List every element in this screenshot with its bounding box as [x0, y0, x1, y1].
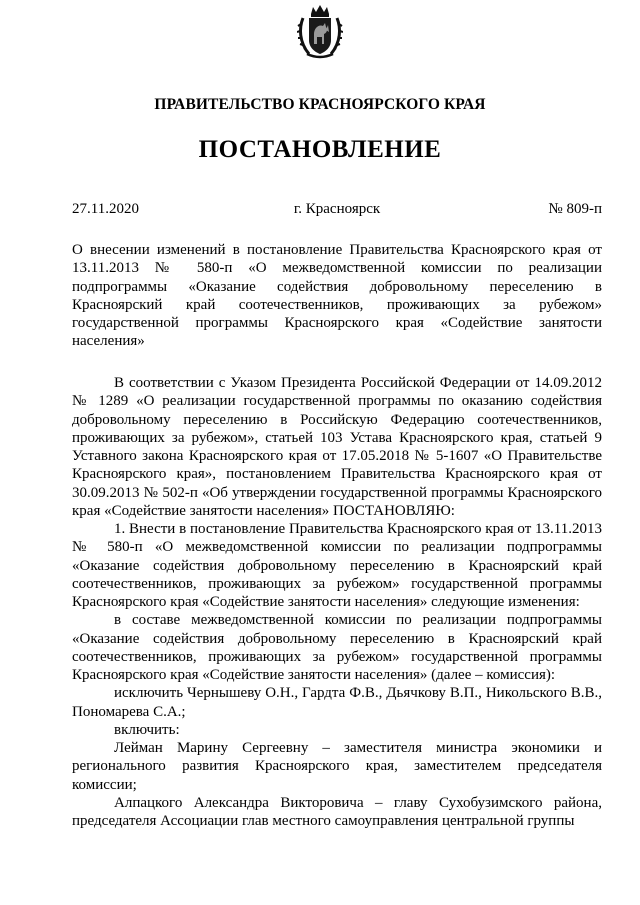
include-member-1-paragraph: Лейман Марину Сергеевну – заместителя министра экономики и регионального развития Красноярского края, заместителем председателя комиссии;: [72, 740, 602, 793]
document-body: [72, 374, 602, 830]
document-city: г. Красноярск: [293, 201, 381, 217]
document-subject: О внесении изменений в постановление Правительства Красноярского края от 13.11.2013 № 580-п «О межведомственной комиссии по реализации подпрограммы «Оказание содействия добровольному переселению в Красноярский край соотечественников, проживающих за рубежом» государственной программы Красноярского края «Содействие занятости населения»: [72, 242, 602, 350]
commission-composition-paragraph: в составе межведомственной комиссии по реализации подпрограммы «Оказание содействия добровольному переселению в Красноярский край соотечественников, проживающих за рубежом» государственной программы Красноярского края «Содействие занятости населения» (далее – комиссия):: [72, 612, 602, 683]
document-meta-row: [72, 201, 602, 221]
exclude-members-paragraph: исключить Чернышеву О.Н., Гардта Ф.В., Дьячкову В.П., Никольского В.В., Пономарева С.А.;: [72, 685, 602, 720]
preamble-paragraph: В соответствии с Указом Президента Российской Федерации от 14.09.2012 № 1289 «О реализации государственной программы по оказанию содействия добровольному переселению в Российскую Федерацию соотечественников, проживающих за рубежом», статьей 103 Устава Красноярского края, статьей 9 Уставного закона Красноярского края от 17.05.2018 № 5-1607 «О Правительстве Красноярского края», постановлением Правительства Красноярского края от 30.09.2013 № 502-п «Об утверждении государственной программы Красноярского края «Содействие занятости населения» ПОСТАНОВЛЯЮ:: [72, 375, 602, 519]
government-title: ПРАВИТЕЛЬСТВО КРАСНОЯРСКОГО КРАЯ: [154, 96, 486, 113]
krasnoyarsk-coat-of-arms-icon: [297, 4, 343, 60]
document-type-title: ПОСТАНОВЛЕНИЕ: [198, 136, 442, 163]
include-member-2-paragraph: Алпацкого Александра Викторовича – главу Сухобузимского района, председателя Ассоциации глав местного самоуправления центральной группы: [72, 794, 602, 829]
item-1-paragraph: 1. Внести в постановление Правительства Красноярского края от 13.11.2013 № 580-п «О межведомственной комиссии по реализации подпрограммы «Оказание содействия добровольному переселению в Красноярский край соотечественников, проживающих за рубежом» государственной программы Красноярского края «Содействие занятости населения» следующие изменения:: [72, 521, 602, 610]
document-date: 27.11.2020: [72, 201, 139, 217]
document-number: № 809-п: [548, 201, 602, 217]
include-heading-paragraph: включить:: [114, 721, 180, 738]
